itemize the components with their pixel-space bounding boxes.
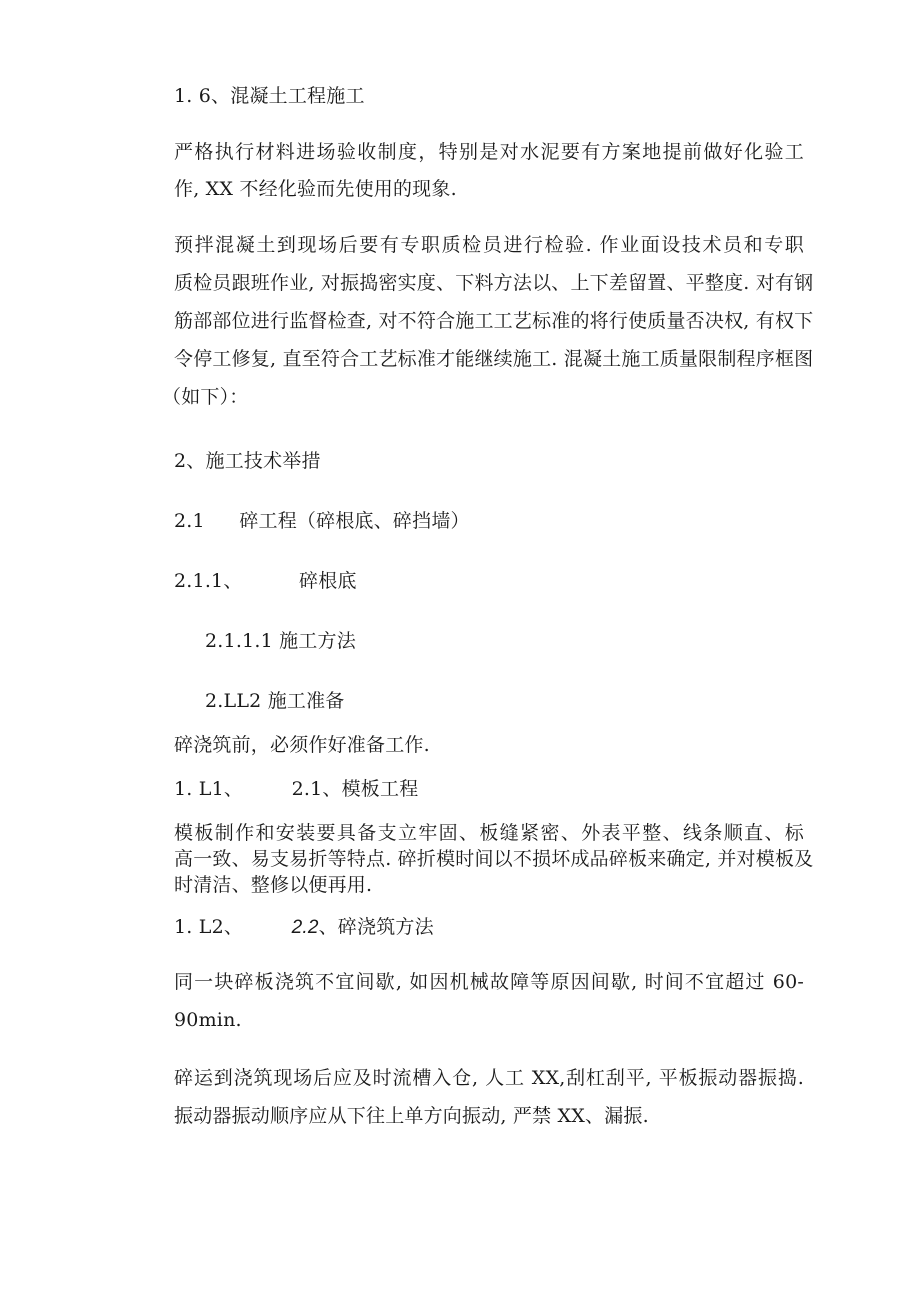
paragraph-line: 严格执行材料进场验收制度，特别是对水泥要有方案地提前做好化验工 bbox=[174, 141, 804, 163]
subsection-number: 2.1 bbox=[174, 510, 205, 532]
paragraph-line: 筋部部位进行监督检查, 对不符合施工工艺标准的将行使质量否决权, 有权下 bbox=[174, 310, 814, 332]
paragraph-line: 同一块碎板浇筑不宜间歇, 如因机械故障等原因间歇, 时间不宜超过 60- bbox=[174, 971, 804, 993]
subsection-heading-2-1-1-2: 2.LL2 施工准备 bbox=[205, 690, 345, 712]
paragraph-line: 碎浇筑前，必须作好准备工作. bbox=[174, 734, 430, 756]
item-heading-formwork bbox=[174, 777, 418, 801]
subsection-title: 碎工程（碎根底、碎挡墙） bbox=[239, 510, 470, 532]
item-number: 1. L1、 bbox=[174, 778, 244, 800]
paragraph-line: 预拌混凝土到现场后要有专职质检员进行检验. 作业面设技术员和专职 bbox=[174, 234, 804, 256]
item-title: 、碎浇筑方法 bbox=[318, 916, 434, 938]
paragraph-line: 高一致、易支易折等特点. 碎折模时间以不损坏成品碎板来确定, 并对模板及 bbox=[174, 848, 814, 870]
paragraph-line: 模板制作和安装要具备支立牢固、板缝紧密、外表平整、线条顺直、标 bbox=[174, 822, 804, 844]
item-title-number: 2.2 bbox=[291, 917, 319, 938]
section-heading-1-6: 1. 6、混凝土工程施工 bbox=[174, 85, 365, 107]
paragraph-line: 时清洁、整修以便再用. bbox=[174, 874, 373, 896]
subsection-number: 2.1.1、 bbox=[174, 570, 243, 592]
subsection-heading-2-1 bbox=[174, 509, 470, 533]
paragraph-line: 90min. bbox=[174, 1009, 242, 1031]
paragraph-line: 作, XX 不经化验而先使用的现象. bbox=[174, 178, 457, 200]
paragraph-line: 质检员跟班作业, 对振捣密实度、下料方法以、上下差留置、平整度. 对有钢 bbox=[174, 272, 814, 294]
paragraph-line: 振动器振动顺序应从下往上单方向振动, 严禁 XX、漏振. bbox=[174, 1105, 649, 1127]
item-heading-pouring bbox=[174, 915, 434, 940]
item-title: 2.1、模板工程 bbox=[291, 778, 419, 800]
paragraph-line: 碎运到浇筑现场后应及时流槽入仓, 人工 XX,刮杠刮平, 平板振动器振捣. bbox=[174, 1067, 804, 1089]
paragraph-line: （如下）： bbox=[162, 386, 249, 408]
item-number: 1. L2、 bbox=[174, 916, 244, 938]
subsection-heading-2-1-1-1: 2.1.1.1 施工方法 bbox=[205, 630, 356, 652]
subsection-heading-2-1-1 bbox=[174, 569, 357, 593]
subsection-title: 碎根底 bbox=[299, 570, 357, 592]
section-heading-2: 2、施工技术举措 bbox=[174, 450, 321, 472]
paragraph-line: 令停工修复, 直至符合工艺标准才能继续施工. 混凝土施工质量限制程序框图 bbox=[174, 348, 814, 370]
